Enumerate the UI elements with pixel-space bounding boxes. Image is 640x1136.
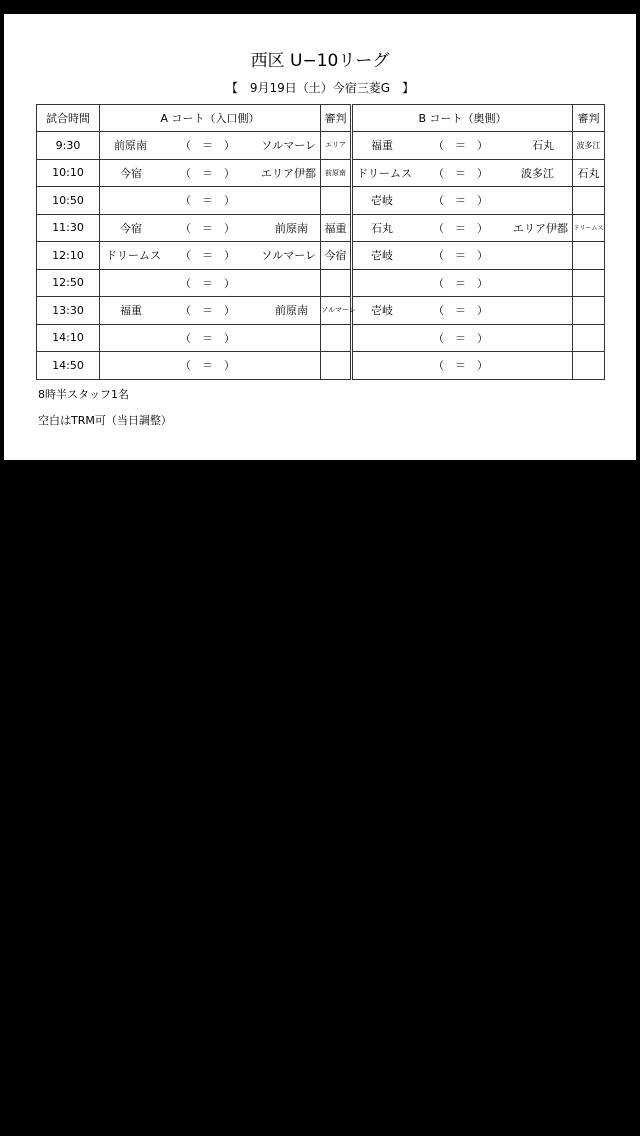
court-b-score: （ ＝ ） [433,139,488,153]
court-b-match [352,269,573,297]
table-row [37,324,605,352]
court-b-team1: 石丸 [371,221,393,235]
match-time: 10:10 [37,159,100,187]
court-b-team1: ドリームス [357,166,412,180]
table-row [37,242,605,270]
trm-note: 空白はTRM可（当日調整） [38,414,172,427]
table-row [37,187,605,215]
court-a-referee [321,187,352,215]
court-a-team1: 今宿 [120,166,142,180]
header-ref-a: 審判 [321,105,352,132]
match-time: 9:30 [37,132,100,160]
header-court-a: A コート（入口側） [100,105,321,132]
court-a-referee: 今宿 [321,242,352,270]
court-b-team1: 壱岐 [371,304,393,318]
match-time: 10:50 [37,187,100,215]
court-b-match [352,132,573,160]
court-b-score: （ ＝ ） [433,276,488,290]
court-a-match [100,187,321,215]
court-b-match [352,242,573,270]
court-a-team1: 前原南 [114,139,147,153]
court-a-referee: 前原南 [321,159,352,187]
schedule-sheet [4,14,636,460]
court-a-score: （ ＝ ） [180,139,235,153]
court-b-match [352,187,573,215]
court-b-referee: ドリームス [573,214,605,242]
court-a-match [100,242,321,270]
court-b-match [352,352,573,380]
schedule-table [36,104,605,380]
court-b-referee [573,187,605,215]
court-b-referee: 石丸 [573,159,605,187]
court-b-team2: 石丸 [532,139,554,153]
court-a-referee [321,352,352,380]
court-a-referee: ソルマーレ [321,297,352,325]
court-b-referee [573,352,605,380]
court-b-team2: 波多江 [521,166,554,180]
staff-note: 8時半スタッフ1名 [38,388,129,401]
court-a-match [100,352,321,380]
court-a-match [100,269,321,297]
table-row [37,297,605,325]
court-a-team2: エリア伊都 [261,166,316,180]
court-a-referee [321,324,352,352]
court-a-score: （ ＝ ） [180,359,235,373]
court-a-score: （ ＝ ） [180,166,235,180]
court-a-score: （ ＝ ） [180,276,235,290]
court-b-match [352,297,573,325]
page-title: 西区 U−10リーグ [250,51,390,71]
header-ref-b: 審判 [573,105,605,132]
court-b-match [352,214,573,242]
court-a-referee: 福重 [321,214,352,242]
court-b-score: （ ＝ ） [433,331,488,345]
court-a-team2: 前原南 [275,304,308,318]
match-time: 11:30 [37,214,100,242]
court-b-referee [573,269,605,297]
match-time: 13:30 [37,297,100,325]
court-a-referee [321,269,352,297]
match-time: 14:10 [37,324,100,352]
court-b-score: （ ＝ ） [433,166,488,180]
match-time: 14:50 [37,352,100,380]
court-a-referee: エリア [321,132,352,160]
court-a-team2: ソルマーレ [261,139,316,153]
court-b-match [352,324,573,352]
table-row [37,214,605,242]
court-a-score: （ ＝ ） [180,194,235,208]
court-b-referee: 波多江 [573,132,605,160]
court-b-team1: 壱岐 [371,194,393,208]
court-a-team1: ドリームス [106,249,161,263]
court-a-score: （ ＝ ） [180,221,235,235]
court-a-match [100,214,321,242]
table-row [37,269,605,297]
table-row [37,159,605,187]
date-venue-subtitle: 【 9月19日（土）今宿三菱G 】 [225,81,415,95]
court-b-score: （ ＝ ） [433,359,488,373]
court-b-referee [573,297,605,325]
court-b-team2: エリア伊都 [513,221,568,235]
court-a-score: （ ＝ ） [180,249,235,263]
court-b-score: （ ＝ ） [433,194,488,208]
table-row [37,352,605,380]
court-a-score: （ ＝ ） [180,304,235,318]
court-b-score: （ ＝ ） [433,249,488,263]
court-a-match [100,159,321,187]
court-b-team1: 福重 [371,139,393,153]
court-b-team1: 壱岐 [371,249,393,263]
court-b-score: （ ＝ ） [433,304,488,318]
court-b-match [352,159,573,187]
table-header-row [37,105,605,132]
court-b-score: （ ＝ ） [433,221,488,235]
court-a-match [100,324,321,352]
court-a-team1: 福重 [120,304,142,318]
court-a-score: （ ＝ ） [180,331,235,345]
match-time: 12:50 [37,269,100,297]
court-a-match [100,297,321,325]
header-court-b: B コート（奥側） [352,105,573,132]
court-b-referee [573,324,605,352]
table-row [37,132,605,160]
court-a-team2: ソルマーレ [261,249,316,263]
court-a-match [100,132,321,160]
court-b-referee [573,242,605,270]
court-a-team2: 前原南 [275,221,308,235]
match-time: 12:10 [37,242,100,270]
header-time: 試合時間 [37,105,100,132]
court-a-team1: 今宿 [120,221,142,235]
